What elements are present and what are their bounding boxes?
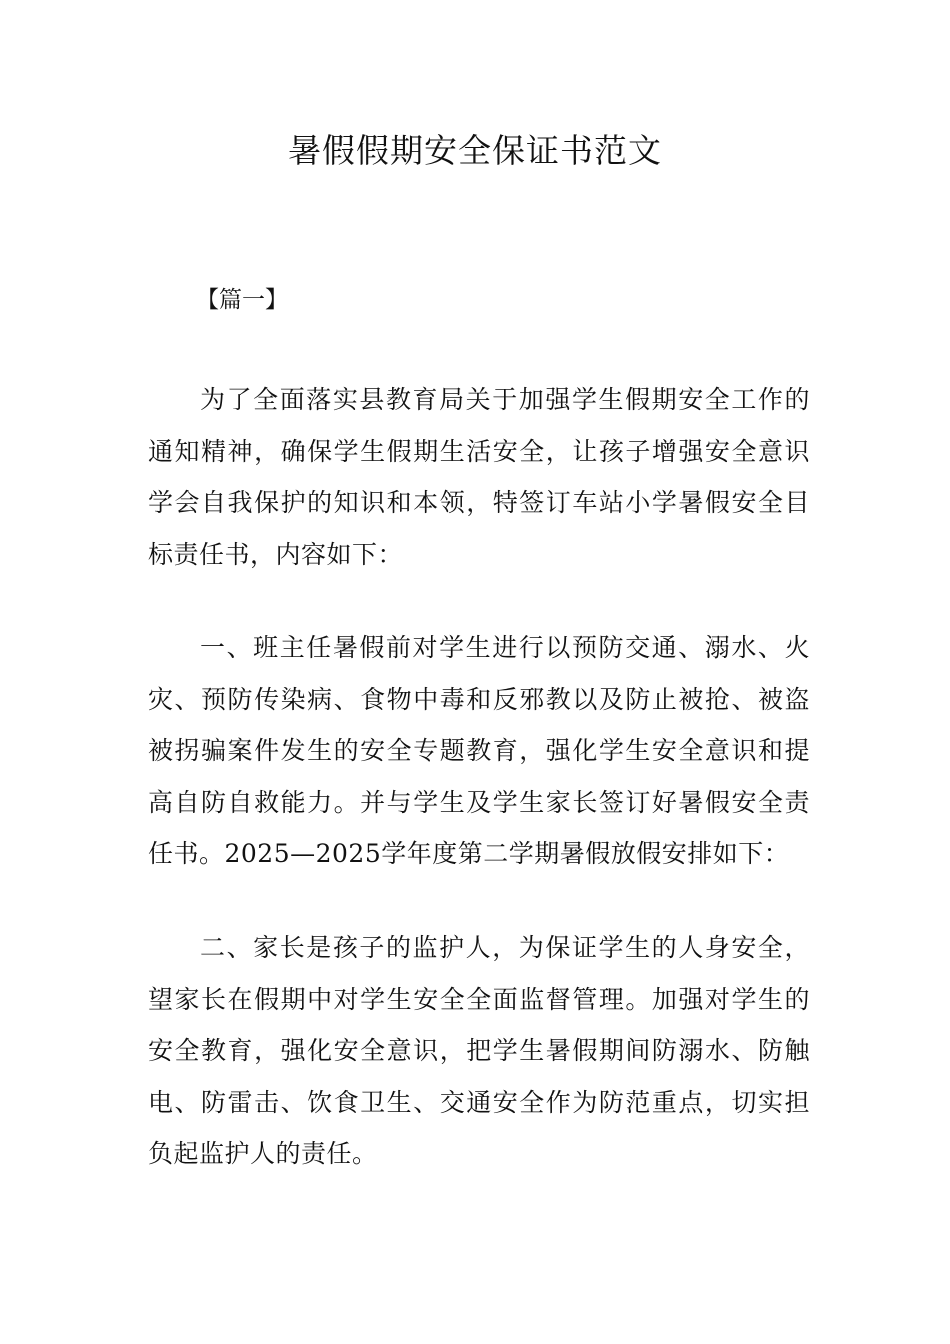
section-label: 【篇一】 — [196, 287, 288, 313]
paragraph-intro: 为了全面落实县教育局关于加强学生假期安全工作的通知精神，确保学生假期生活安全，让孩子增强安全意识学会自我保护的知识和本领，特签订车站小学暑假安全目标责任书，内容如下： — [148, 385, 810, 569]
paragraph-teacher-duty: 一、班主任暑假前对学生进行以预防交通、溺水、火灾、预防传染病、食物中毒和反邪教以及防止被抢、被盗被拐骗案件发生的安全专题教育，强化学生安全意识和提高自防自救能力。并与学生及学生家长签订好暑假安全责任书。2025—2025学年度第二学期暑假放假安排如下： — [148, 633, 810, 868]
paragraph-parent-duty: 二、家长是孩子的监护人，为保证学生的人身安全，望家长在假期中对学生安全全面监督管理。加强对学生的安全教育，强化安全意识，把学生暑假期间防溺水、防触电、防雷击、饮食卫生、交通安全作为防范重点，切实担负起监护人的责任。 — [148, 933, 810, 1168]
document-title: 暑假假期安全保证书范文 — [288, 131, 662, 170]
